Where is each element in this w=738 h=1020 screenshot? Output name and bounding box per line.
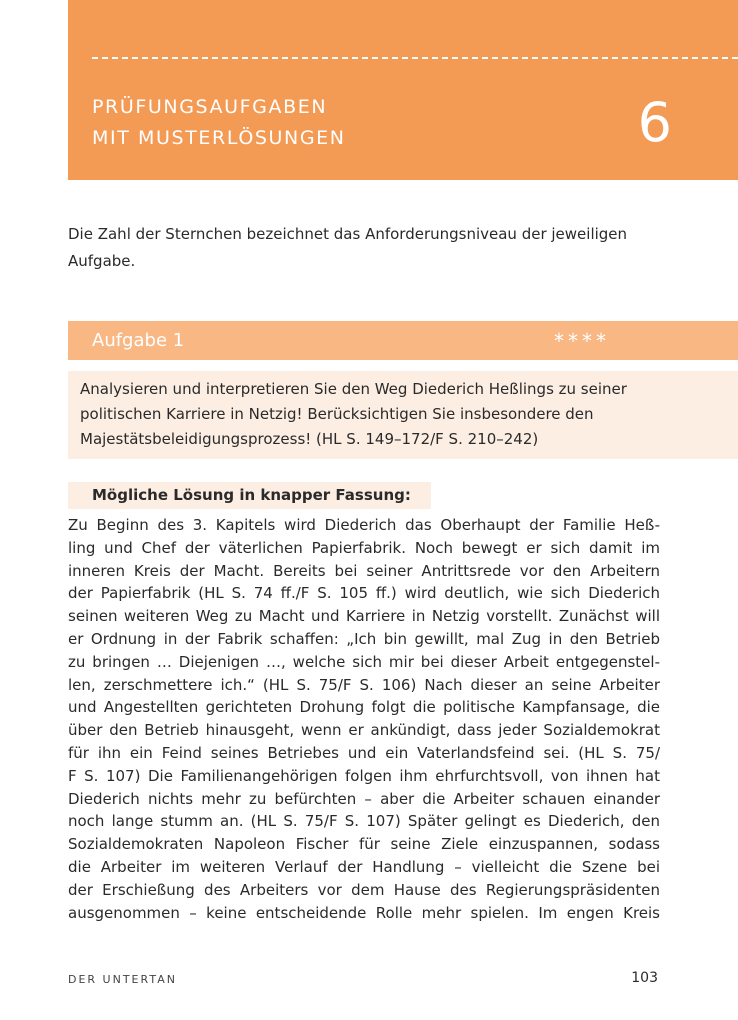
solution-body (68, 514, 660, 924)
body-line: seinen weiteren Weg zu Macht und Karriere in Netzig vorstellt. Zunächst will (68, 607, 660, 626)
task-line: Majestätsbeleidigungsprozess! (HL S. 149–172/F S. 210–242) (80, 430, 539, 448)
chapter-title-line: MIT MUSTERLÖSUNGEN (92, 127, 346, 149)
body-line: der Papierfabrik (HL S. 74 ff./F S. 105 ff.) wird deutlich, wie sich Diederich (68, 584, 660, 603)
task-line: politischen Karriere in Netzig! Berücksichtigen Sie insbesondere den (80, 405, 594, 423)
body-line: ling und Chef der väterlichen Papierfabrik. Noch bewegt er sich damit im (68, 538, 660, 557)
body-line: zu bringen … Diejenigen …, welche sich mir bei dieser Arbeit entgegenstel- (68, 652, 660, 671)
body-line: und Angestellten gerichteten Drohung folgt die politische Kampfansage, die (68, 698, 660, 717)
body-line: len, zerschmettere ich.“ (HL S. 75/F S. 106) Nach dieser an seine Arbeiter (68, 675, 660, 694)
footer-book-title: DER UNTERTAN (68, 973, 177, 986)
solution-label-box (68, 482, 431, 509)
task-box (68, 371, 738, 459)
chapter-title-line: PRÜFUNGSAUFGABEN (92, 96, 328, 118)
chapter-number: 6 (637, 91, 672, 154)
intro-text: Die Zahl der Sternchen bezeichnet das Anforderungsniveau der jeweiligen Aufgabe. (68, 225, 628, 270)
chapter-header (68, 0, 738, 180)
body-line: über den Betrieb hinausgeht, wenn er ankündigt, dass jeder Sozialdemokrat (68, 721, 660, 740)
body-line: ausgenommen – keine entscheidende Rolle mehr spielen. Im engen Kreis (68, 903, 660, 922)
chapter-title (92, 92, 346, 154)
task-header (68, 321, 738, 360)
difficulty-stars: **** (554, 329, 610, 353)
page-number: 103 (631, 970, 658, 986)
body-line: noch lange stumm an. (HL S. 75/F S. 107) Später gelingt es Diederich, den (68, 812, 660, 831)
body-line: inneren Kreis der Macht. Bereits bei seiner Antrittsrede vor den Arbeitern (68, 561, 660, 580)
body-line: Sozialdemokraten Napoleon Fischer für seine Ziele einzuspannen, sodass (68, 835, 660, 854)
body-line: für ihn ein Feind seines Betriebes und ein Vaterlandsfeind sei. (HL S. 75/ (68, 743, 660, 762)
body-line: die Arbeiter im weiteren Verlauf der Handlung – vielleicht die Szene bei (68, 857, 660, 876)
body-line: Diederich nichts mehr zu befürchten – aber die Arbeiter schauen einander (68, 789, 660, 808)
body-line: der Erschießung des Arbeiters vor dem Hause des Regierungspräsidenten (68, 880, 660, 899)
body-line: Zu Beginn des 3. Kapitels wird Diederich das Oberhaupt der Familie Heß- (68, 516, 660, 534)
solution-label: Mögliche Lösung in knapper Fassung: (92, 486, 411, 504)
task-label: Aufgabe 1 (92, 330, 185, 351)
body-line: er Ordnung in der Fabrik schaffen: „Ich bin gewillt, mal Zug in den Betrieb (68, 629, 660, 648)
task-line: Analysieren und interpretieren Sie den Weg Diederich Heßlings zu seiner (80, 380, 627, 398)
body-line: F S. 107) Die Familienangehörigen folgen ihm ehrfurchtsvoll, von ihnen hat (68, 766, 660, 785)
dashed-divider (92, 57, 738, 59)
task-text (80, 377, 720, 452)
